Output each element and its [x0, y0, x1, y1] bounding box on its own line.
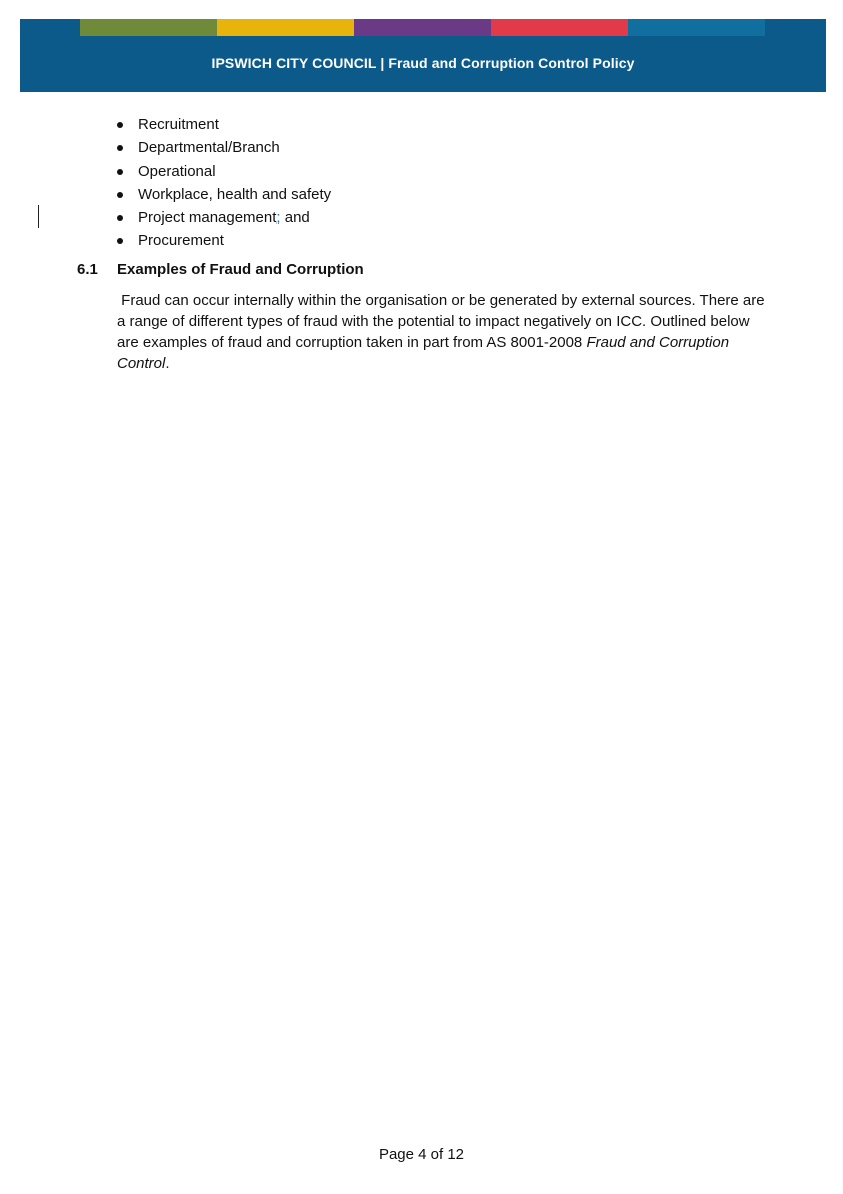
list-item-text: Procurement	[138, 232, 224, 250]
section-title: Examples of Fraud and Corruption	[117, 261, 364, 278]
paragraph-end: .	[165, 355, 170, 372]
list-item-text: Recruitment	[138, 116, 219, 133]
list-item-tail: and	[280, 209, 310, 227]
section-number: 6.1	[77, 261, 98, 278]
list-item-text: Operational	[138, 162, 216, 180]
bullet-icon	[117, 122, 123, 128]
list-item	[117, 229, 331, 252]
strip-segment-yellow	[217, 19, 354, 36]
strip-segment-purple	[354, 19, 491, 36]
color-strip	[80, 19, 765, 36]
section-heading	[77, 261, 364, 278]
list-item	[117, 113, 331, 136]
bullet-icon	[117, 169, 123, 175]
list-item	[117, 183, 331, 206]
strip-segment-green	[80, 19, 217, 36]
list-item	[117, 136, 331, 159]
bullet-list	[117, 113, 331, 253]
bullet-icon	[117, 145, 123, 151]
tracked-change-mark[interactable]: ;	[276, 209, 281, 227]
bullet-icon	[117, 215, 123, 221]
paragraph-italic: Fraud and Corruption Control	[117, 334, 730, 372]
section-paragraph	[117, 290, 772, 374]
list-item	[117, 206, 331, 229]
header-title: IPSWICH CITY COUNCIL | Fraud and Corruption Control Policy	[211, 55, 635, 71]
list-item-text: Workplace, health and safety	[138, 185, 332, 203]
bullet-icon	[117, 238, 123, 244]
list-item-text: Departmental/Branch	[138, 139, 280, 157]
strip-segment-blue	[628, 19, 765, 36]
paragraph-text: Fraud can occur internally within the organisation or be generated by external sources. There are a range of different types of fraud with the potential to impact negatively on ICC. Outlined below are examples of fraud and corruption taken in part from AS 8001-2008	[117, 292, 769, 351]
list-item	[117, 160, 331, 183]
strip-segment-red	[491, 19, 628, 36]
change-bar	[38, 205, 39, 228]
bullet-icon	[117, 192, 123, 198]
list-item-text: Project management	[138, 209, 277, 227]
page-number: Page 4 of 12	[378, 1146, 465, 1163]
